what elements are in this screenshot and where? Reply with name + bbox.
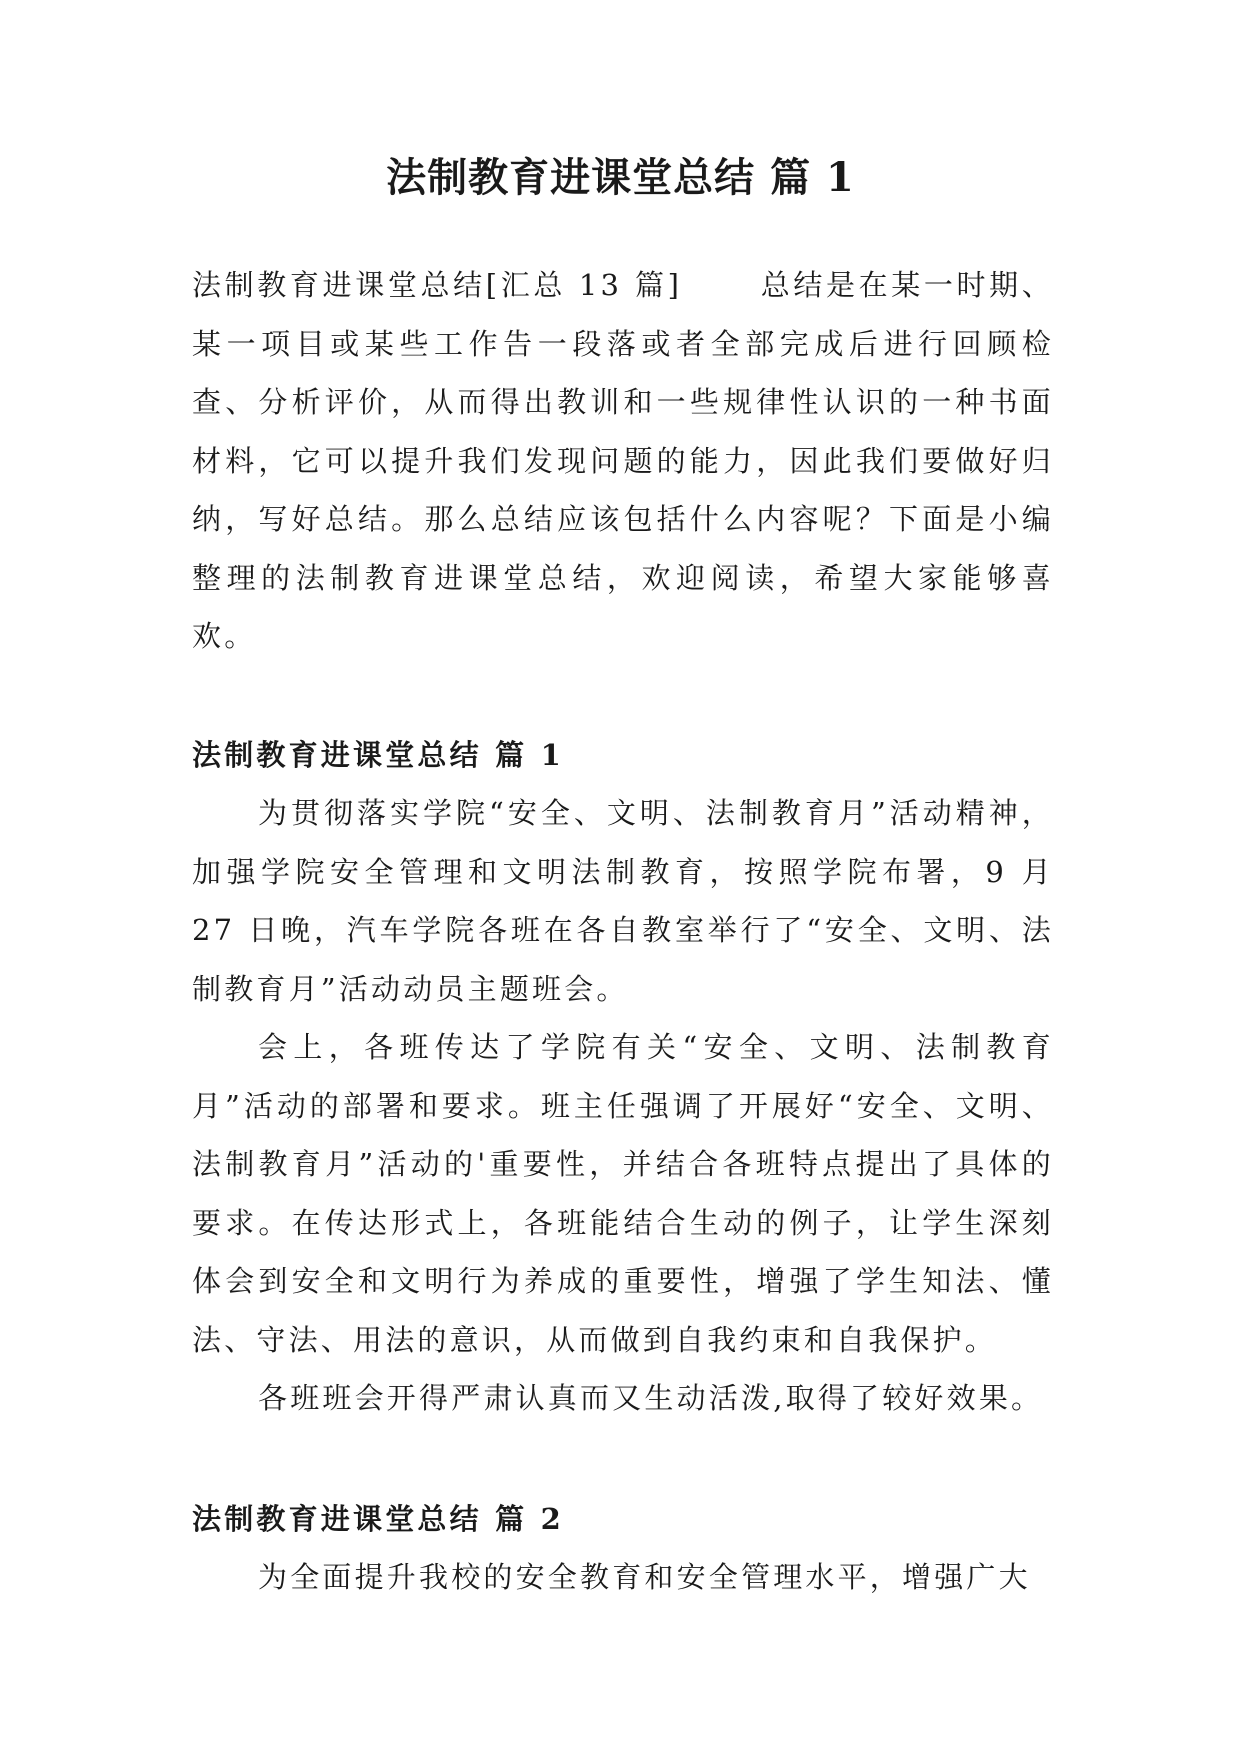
section-heading-2: 法制教育进课堂总结 篇 2	[192, 1501, 564, 1536]
spacer	[192, 1428, 1054, 1490]
section-1-paragraph-3: 各班班会开得严肃认真而又生动活泼,取得了较好效果。	[258, 1381, 1044, 1415]
section-heading-1: 法制教育进课堂总结 篇 1	[192, 737, 564, 772]
section-1-paragraph-1: 为贯彻落实学院“安全、文明、法制教育月”活动精神，加强学院安全管理和文明法制教育，按照学院布署，9 月 27 日晚，汽车学院各班在各自教室举行了“安全、文明、法制教育月”活动动员主题班会。	[192, 796, 1054, 1006]
section-2-paragraph-1: 为全面提升我校的安全教育和安全管理水平，增强广大	[258, 1560, 1031, 1594]
intro-paragraph: 法制教育进课堂总结[汇总 13 篇] 总结是在某一时期、某一项目或某些工作告一段落或者全部完成后进行回顾检查、分析评价，从而得出教训和一些规律性认识的一种书面材料，它可以提升我们发现问题的能力，因此我们要做好归纳，写好总结。那么总结应该包括什么内容呢？下面是小编整理的法制教育进课堂总结，欢迎阅读，希望大家能够喜欢。	[192, 268, 1054, 653]
document-body	[192, 256, 1054, 1607]
section-1-paragraph-2: 会上，各班传达了学院有关“安全、文明、法制教育月”活动的部署和要求。班主任强调了开展好“安全、文明、法制教育月”活动的'重要性，并结合各班特点提出了具体的要求。在传达形式上，各班能结合生动的例子，让学生深刻体会到安全和文明行为养成的重要性，增强了学生知法、懂法、守法、用法的意识，从而做到自我约束和自我保护。	[192, 1030, 1054, 1357]
spacer	[192, 666, 1054, 726]
page-title: 法制教育进课堂总结 篇 1	[386, 154, 855, 201]
